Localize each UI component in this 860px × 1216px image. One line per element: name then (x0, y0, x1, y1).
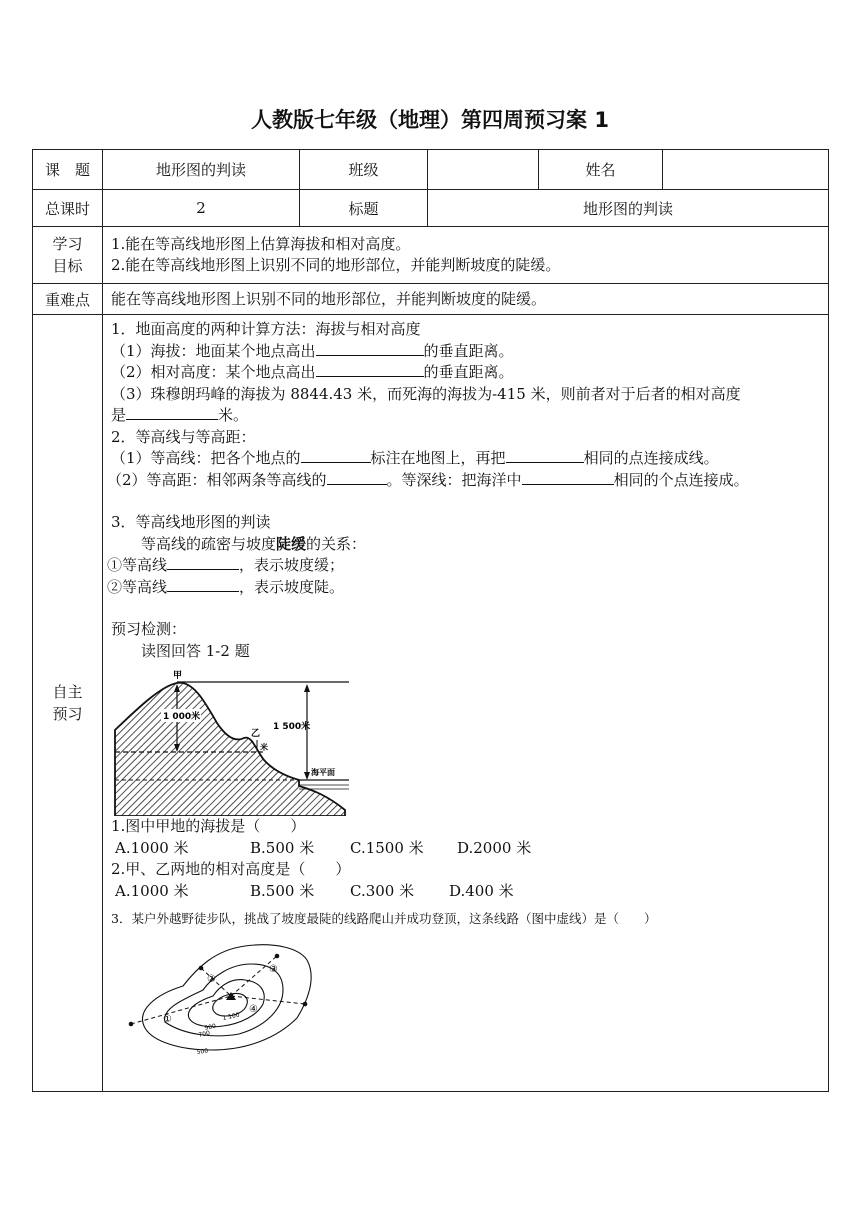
section-1-heading: 1．地面高度的两种计算方法：海拔与相对高度 (111, 320, 421, 338)
answer-blank[interactable] (316, 341, 424, 356)
self-label-2: 预习 (52, 705, 83, 723)
section-3-subheading: 等高线的疏密与坡度陡缓的关系： (141, 534, 367, 553)
row-self-study (33, 315, 829, 1092)
goals-label-2: 目标 (52, 257, 83, 275)
contour-700 (165, 964, 283, 1039)
item-contour: （1）等高线：把各个地点的 标注在地图上，再把 相同的点连接成线。 (111, 449, 719, 467)
question-1: 1.图中甲地的海拔是（ ） (111, 817, 306, 835)
question-2: 2.甲、乙两地的相对高度是（ ） (111, 860, 351, 878)
topic-value: 地形图的判读 (103, 150, 300, 190)
route-3-label[interactable]: ③ (269, 963, 278, 975)
key-text: 能在等高线地形图上识别不同的地形部位，并能判断坡度的陡缓。 (103, 284, 829, 315)
name-field[interactable] (663, 150, 829, 190)
answer-blank[interactable] (506, 448, 584, 463)
item-relative-height: （2）相对高度：某个地点高出 的垂直距离。 (111, 363, 514, 381)
question-1-options (111, 838, 822, 860)
label-1000m: 1 000米 (163, 712, 201, 722)
row-key (33, 284, 829, 315)
row-goals (33, 227, 829, 284)
answer-blank[interactable] (167, 555, 239, 570)
option-b[interactable]: B.500 米 (250, 881, 315, 900)
heading-value: 地形图的判读 (428, 190, 829, 227)
answer-blank[interactable] (167, 577, 239, 592)
option-d[interactable]: D.2000 米 (457, 838, 532, 857)
option-b[interactable]: B.500 米 (250, 838, 315, 857)
self-study-content (103, 315, 829, 1092)
item-interval: （2）等高距：相邻两条等高线的 。等深线：把海洋中 相同的个点连接成。 (107, 470, 749, 489)
question-3: 3．某户外越野徒步队，挑战了坡度最陡的线路爬山并成功登顶，这条线路（图中虚线）是（ ） (111, 911, 657, 926)
goal-1: 1.能在等高线地形图上估算海拔和相对高度。 (111, 235, 411, 253)
elev-1100-label: 1 100 (221, 1011, 241, 1022)
topic-label: 课 题 (33, 150, 103, 190)
row-hours (33, 190, 829, 227)
answer-blank[interactable] (522, 470, 614, 485)
goals-label (33, 227, 103, 284)
route-4-label[interactable]: ④ (249, 1003, 258, 1015)
option-a[interactable]: A.1000 米 (115, 838, 189, 857)
option-d[interactable]: D.400 米 (449, 881, 514, 900)
profile-figure (113, 668, 353, 816)
self-label-1: 自主 (52, 683, 83, 701)
goals-text (103, 227, 829, 284)
row-topic (33, 150, 829, 190)
label-mi: 米 (260, 743, 268, 752)
question-2-options (111, 881, 822, 903)
elev-500-label: 500 (196, 1046, 209, 1056)
item-altitude: （1）海拔：地面某个地点高出 的垂直距离。 (111, 341, 514, 360)
item-dense: ②等高线 ，表示坡度陡。 (107, 577, 345, 596)
contour-map-figure (127, 938, 327, 1058)
option-c[interactable]: C.1500 米 (350, 838, 424, 857)
heading-label: 标题 (300, 190, 428, 227)
label-yi: 乙 (251, 729, 261, 739)
class-field[interactable] (428, 150, 539, 190)
name-label: 姓名 (539, 150, 663, 190)
hours-label: 总课时 (33, 190, 103, 227)
section-2-heading: 2．等高线与等高距： (111, 427, 256, 446)
page-title: 人教版七年级（地理）第四周预习案 1 (251, 108, 609, 132)
section-3-heading: 3．等高线地形图的判读 (111, 513, 271, 531)
route-1-label[interactable]: ① (163, 1013, 172, 1025)
item-everest-answer: 是 米。 (111, 406, 249, 424)
item-everest: （3）珠穆朗玛峰的海拔为 8844.43 米，而死海的海拔为-415 米，则前者对于后者的相对高度 (111, 384, 741, 403)
option-a[interactable]: A.1000 米 (115, 881, 189, 900)
key-label: 重难点 (33, 284, 103, 315)
elev-900-label: 900 (203, 1022, 217, 1032)
item-sparse: ①等高线 ，表示坡度缓； (107, 556, 345, 574)
read-instruction: 读图回答 1-2 题 (141, 641, 250, 660)
self-label (33, 315, 103, 1092)
label-jia: 甲 (173, 671, 183, 681)
answer-blank[interactable] (316, 362, 424, 377)
label-1500m: 1 500米 (273, 722, 311, 732)
answer-blank[interactable] (126, 405, 218, 420)
goal-2: 2.能在等高线地形图上识别不同的地形部位，并能判断坡度的陡缓。 (111, 256, 561, 274)
class-label: 班级 (300, 150, 428, 190)
option-c[interactable]: C.300 米 (350, 881, 415, 900)
route-2-label[interactable]: ② (207, 973, 216, 985)
mountain-profile (115, 683, 345, 816)
answer-blank[interactable] (327, 470, 387, 485)
answer-blank[interactable] (301, 448, 371, 463)
lesson-table (32, 149, 829, 1092)
hours-value: 2 (103, 190, 300, 227)
elev-700-label: 700 (197, 1029, 211, 1039)
goals-label-1: 学习 (52, 235, 83, 253)
check-heading: 预习检测： (111, 620, 187, 638)
label-sea-level: 海平面 (311, 768, 335, 777)
